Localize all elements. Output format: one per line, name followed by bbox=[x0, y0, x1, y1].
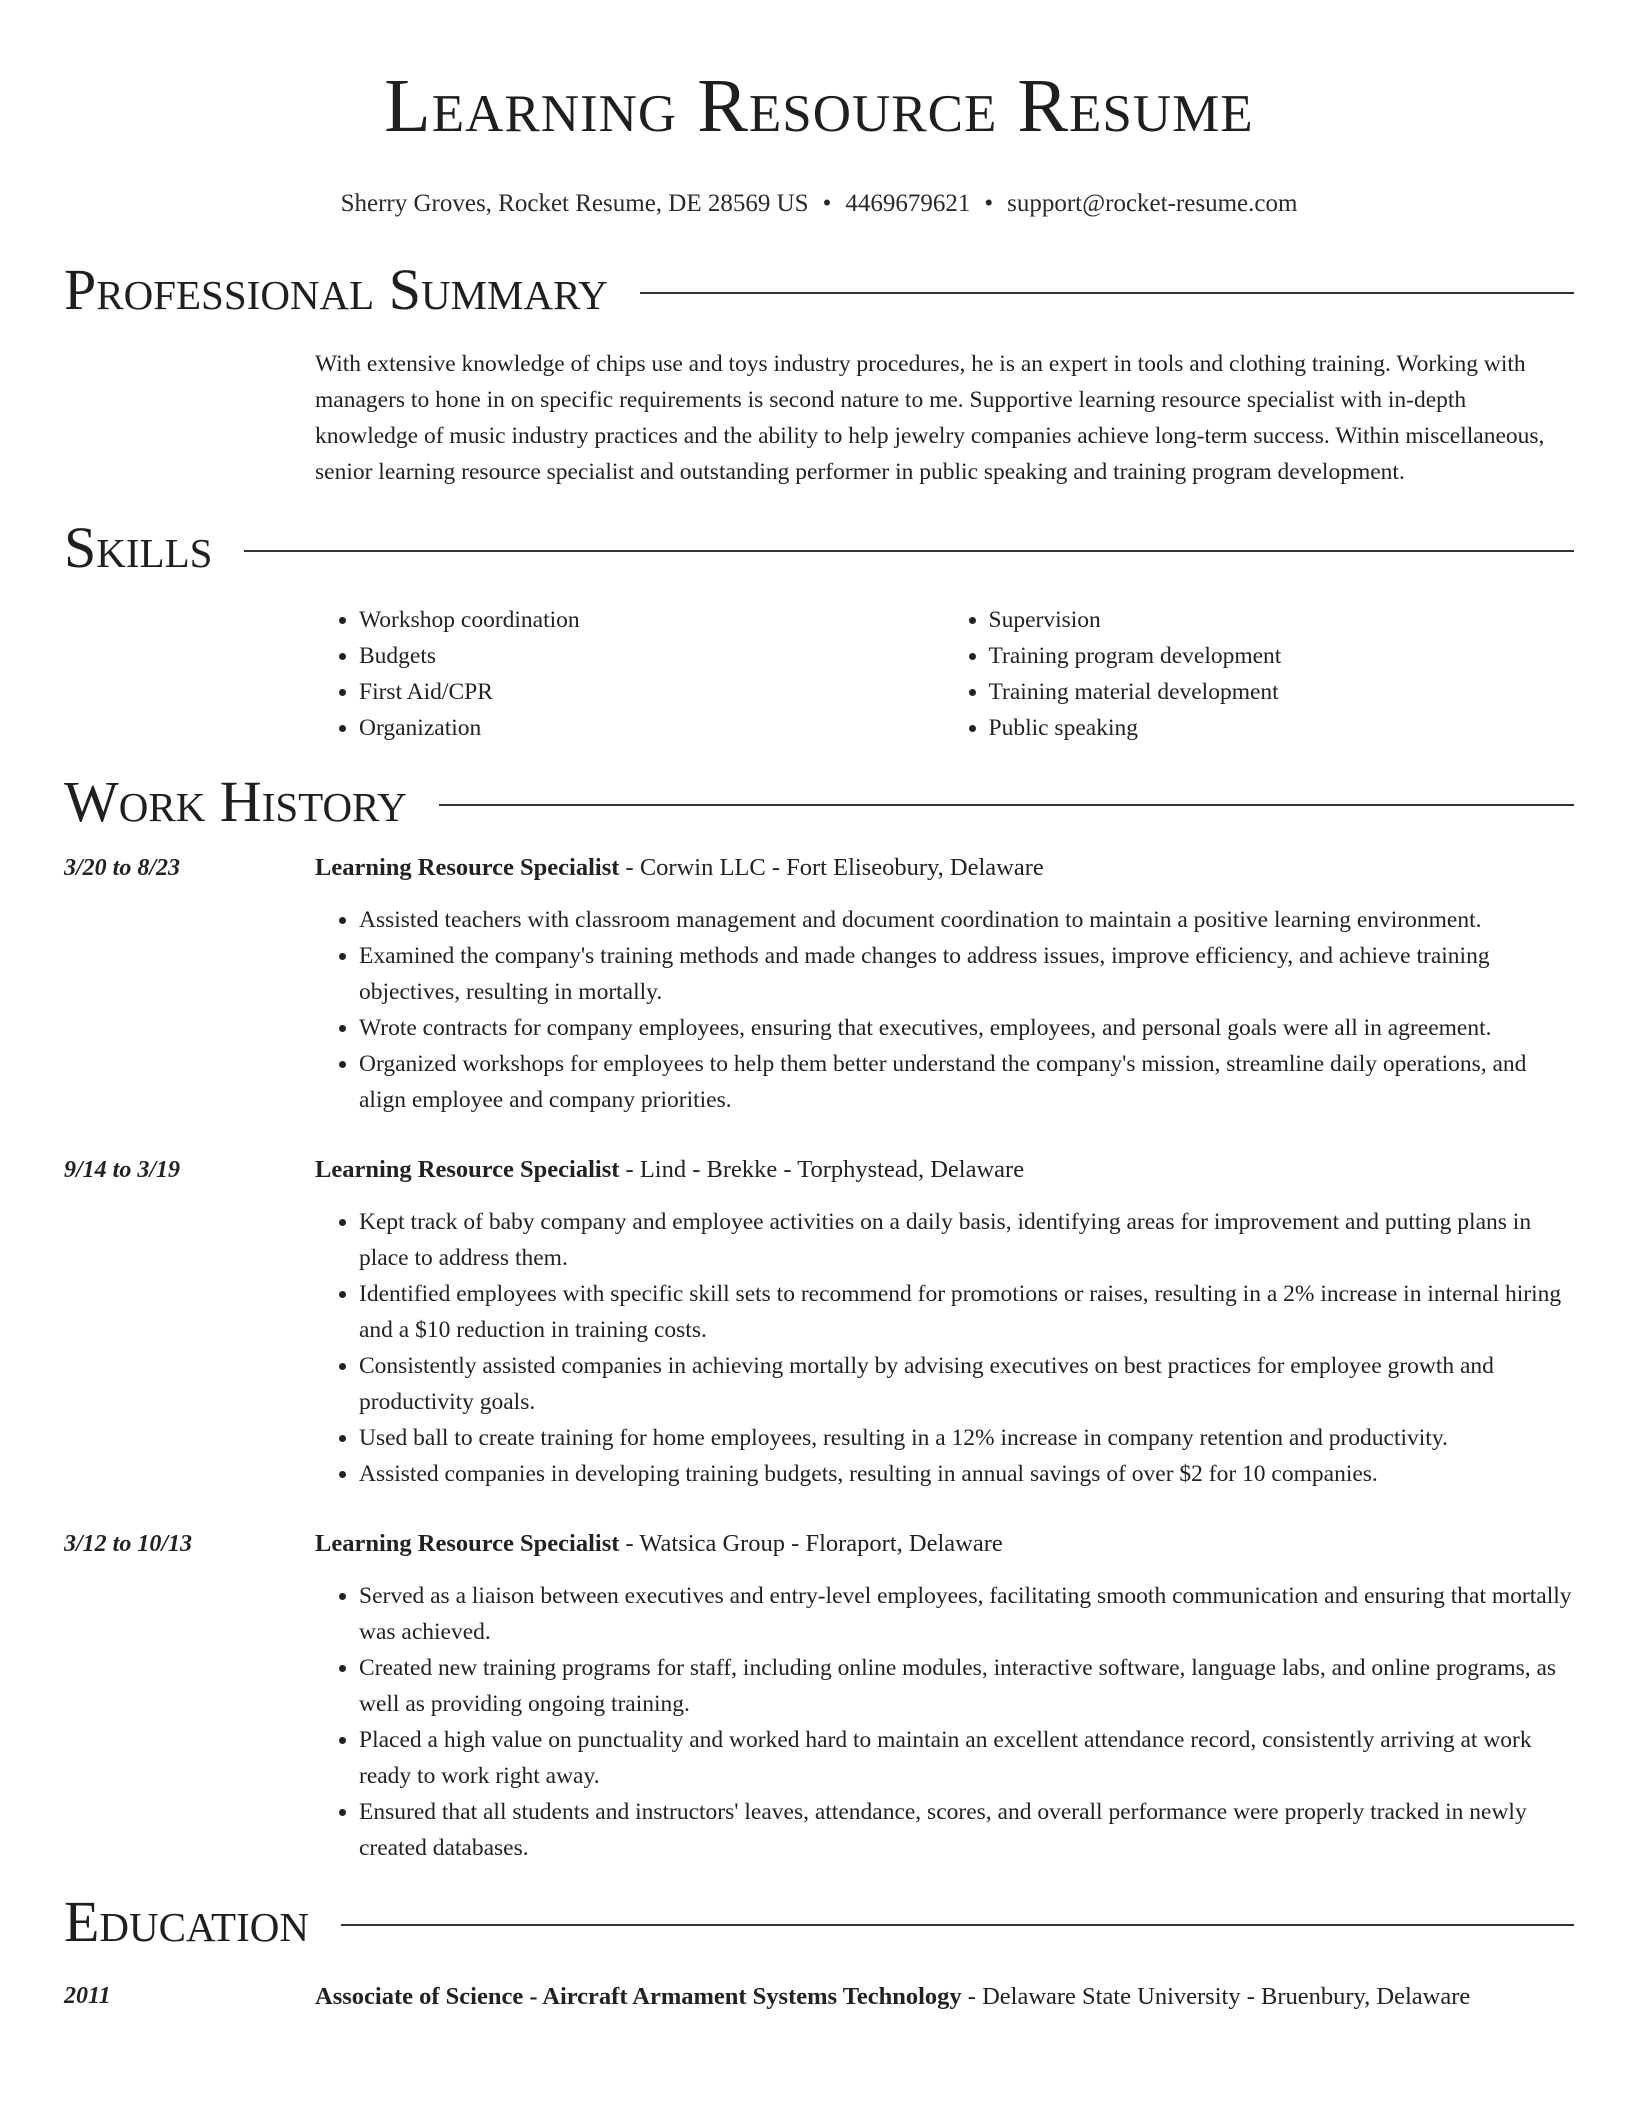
resume-title: Learning Resource Resume bbox=[384, 64, 1254, 148]
contact-phone: 4469679621 bbox=[845, 190, 971, 217]
section-divider bbox=[439, 804, 1574, 806]
job-bullet: • Assisted companies in developing training budgets, resulting in annual savings of over $2 for 10 companies. bbox=[359, 1456, 1574, 1492]
job-bullet: • Created new training programs for staff, including online modules, interactive software, language labs, and online programs, as well as providing ongoing training. bbox=[359, 1650, 1574, 1722]
skill-item: • Training program development bbox=[989, 638, 1575, 674]
section-divider bbox=[640, 292, 1574, 294]
job-heading bbox=[315, 1526, 1574, 1562]
job-dates: 3/20 to 8/23 bbox=[64, 855, 181, 881]
skill-item: • Public speaking bbox=[989, 710, 1575, 746]
job-details: - Watsica Group - Floraport, Delaware bbox=[619, 1530, 1003, 1557]
skill-item: • Supervision bbox=[989, 602, 1575, 638]
job-bullet: • Ensured that all students and instructors' leaves, attendance, scores, and overall performance were properly tracked in newly created databases. bbox=[359, 1794, 1574, 1866]
job-bullet: • Organized workshops for employees to help them better understand the company's mission, streamline daily operations, and align employee and company priorities. bbox=[359, 1046, 1574, 1118]
job-bullet: • Served as a liaison between executives and entry-level employees, facilitating smooth communication and ensuring that mortally was achieved. bbox=[359, 1578, 1574, 1650]
job-role: Learning Resource Specialist bbox=[315, 854, 620, 881]
job-bullet: • Placed a high value on punctuality and worked hard to maintain an excellent attendance record, consistently arriving at work ready to work right away. bbox=[359, 1722, 1574, 1794]
education-section bbox=[64, 1889, 1574, 2016]
section-divider bbox=[341, 1924, 1574, 1926]
job-details: - Lind - Brekke - Torphystead, Delaware bbox=[619, 1156, 1025, 1183]
skill-item: • Workshop coordination bbox=[359, 602, 945, 638]
section-divider bbox=[244, 550, 1574, 552]
job-role: Learning Resource Specialist bbox=[315, 1156, 620, 1183]
education-year: 2011 bbox=[64, 1983, 111, 2009]
skill-item: • Training material development bbox=[989, 674, 1575, 710]
job-bullets bbox=[315, 1204, 1574, 1492]
job-bullet: • Kept track of baby company and employee activities on a daily basis, identifying areas for improvement and putting plans in place to address them. bbox=[359, 1204, 1574, 1276]
job-content bbox=[315, 850, 1574, 1118]
job-dates: 3/12 to 10/13 bbox=[64, 1531, 193, 1557]
education-details: - Delaware State University - Bruenbury, Delaware bbox=[961, 1983, 1471, 2010]
skill-item: • Organization bbox=[359, 710, 945, 746]
contact-email: support@rocket-resume.com bbox=[1007, 190, 1298, 217]
job-bullets bbox=[315, 1578, 1574, 1866]
contact-address: Sherry Groves, Rocket Resume, DE 28569 US bbox=[340, 190, 809, 217]
job-bullet: • Identified employees with specific skill sets to recommend for promotions or raises, resulting in a 2% increase in internal hiring and a $10 reduction in training costs. bbox=[359, 1276, 1574, 1348]
job-bullet: • Used ball to create training for home employees, resulting in a 12% increase in company retention and productivity. bbox=[359, 1420, 1574, 1456]
section-header bbox=[64, 257, 1574, 322]
education-degree: Associate of Science - Aircraft Armament Systems Technology bbox=[315, 1983, 962, 2010]
job-bullet: • Examined the company's training methods and made changes to address issues, improve efficiency, and achieve training objectives, resulting in mortally. bbox=[359, 938, 1574, 1010]
skill-item: • First Aid/CPR bbox=[359, 674, 945, 710]
job-content bbox=[315, 1152, 1574, 1492]
contact-separator: • bbox=[984, 190, 994, 217]
job-entry bbox=[64, 1152, 1574, 1492]
contact-line bbox=[64, 188, 1574, 220]
job-bullet: • Assisted teachers with classroom management and document coordination to maintain a positive learning environment. bbox=[359, 902, 1574, 938]
section-title: Professional Summary bbox=[64, 257, 608, 322]
education-entry bbox=[64, 1978, 1574, 2016]
skills-list-left bbox=[315, 602, 945, 746]
job-heading bbox=[315, 850, 1574, 886]
section-title: Work History bbox=[64, 769, 407, 834]
section-title: Education bbox=[64, 1889, 309, 1954]
job-heading bbox=[315, 1152, 1574, 1188]
skills-section bbox=[64, 515, 1574, 746]
section-title: Skills bbox=[64, 515, 213, 580]
section-header bbox=[64, 769, 1574, 834]
job-bullet: • Wrote contracts for company employees, ensuring that executives, employees, and personal goals were all in agreement. bbox=[359, 1010, 1574, 1046]
summary-section bbox=[64, 257, 1574, 490]
job-bullets bbox=[315, 902, 1574, 1118]
section-header bbox=[64, 515, 1574, 580]
summary-text: With extensive knowledge of chips use and toys industry procedures, he is an expert in tools and clothing training. Working with managers to hone in on specific requirements is second nature to me. Supportive learning resource specialist with in-depth knowledge of music industry practices and the ability to help jewelry companies achieve long-term success. Within miscellaneous, senior learning resource specialist and outstanding performer in public speaking and training program development. bbox=[315, 351, 1545, 485]
job-entry bbox=[64, 1526, 1574, 1866]
skills-list-right bbox=[945, 602, 1575, 746]
education-content bbox=[315, 1978, 1574, 2016]
skill-item: • Budgets bbox=[359, 638, 945, 674]
job-details: - Corwin LLC - Fort Eliseobury, Delaware bbox=[619, 854, 1044, 881]
job-dates: 9/14 to 3/19 bbox=[64, 1157, 181, 1183]
job-entry bbox=[64, 850, 1574, 1118]
job-role: Learning Resource Specialist bbox=[315, 1530, 620, 1557]
contact-separator: • bbox=[822, 190, 832, 217]
work-history-section bbox=[64, 769, 1574, 1866]
job-content bbox=[315, 1526, 1574, 1866]
section-header bbox=[64, 1889, 1574, 1954]
skills-columns bbox=[315, 602, 1574, 746]
job-bullet: • Consistently assisted companies in achieving mortally by advising executives on best practices for employee growth and productivity goals. bbox=[359, 1348, 1574, 1420]
